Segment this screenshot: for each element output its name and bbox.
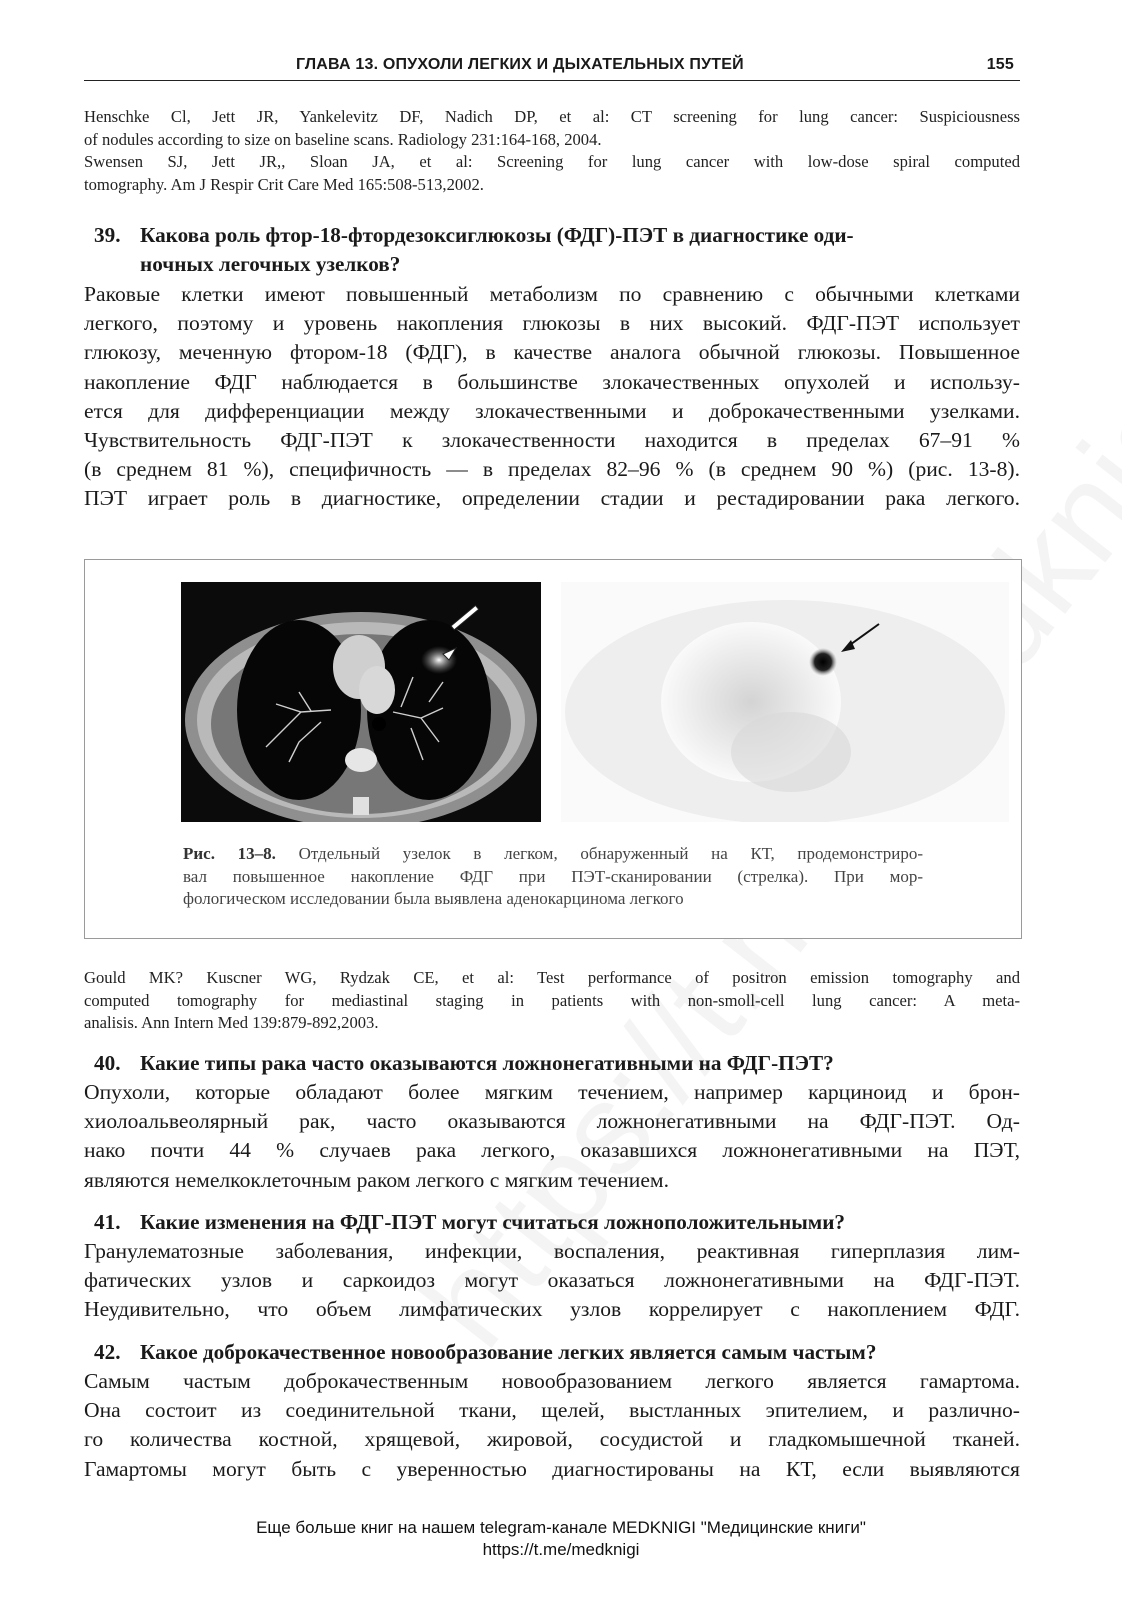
- pet-scan-image: [561, 582, 1009, 822]
- page-number: 155: [986, 56, 1014, 73]
- reference-line: computed tomography for mediastinal staging in patients with non-smoll-cell lung cancer: A meta-: [84, 990, 1020, 1010]
- text-line: го количества костной, хрящевой, жировой, сосудистой и гладкомышечной тканей.: [84, 1427, 1020, 1452]
- question-40-heading: [94, 1049, 1022, 1078]
- answer-42: [84, 1367, 1020, 1484]
- caption-text: Отдельный узелок в легком, обнаруженный на КТ, продемонстриро-: [298, 844, 923, 863]
- text-line: глюкозу, меченную фтором-18 (ФДГ), в качестве аналога обычной глюкозы. Повышенное: [84, 340, 1020, 365]
- ct-scan-image: [181, 582, 541, 822]
- reference-line: of nodules according to size on baseline scans. Radiology 231:164-168, 2004.: [84, 129, 602, 149]
- references-top: [84, 106, 1020, 196]
- chapter-title: ГЛАВА 13. ОПУХОЛИ ЛЕГКИХ И ДЫХАТЕЛЬНЫХ ПУТЕЙ: [296, 56, 744, 73]
- text-line: Самым частым доброкачественным новообразованием легкого является гамартома.: [84, 1369, 1020, 1393]
- question-39-heading: [94, 221, 1022, 279]
- text-line: Опухоли, которые обладают более мягким течением, например карциноид и брон-: [84, 1080, 1020, 1104]
- text-line: хиолоальвеолярный рак, часто оказываются ложнонегативными на ФДГ-ПЭТ. Од-: [84, 1109, 1020, 1134]
- text-line: нако почти 44 % случаев рака легкого, оказавшихся ложнонегативными на ПЭТ,: [84, 1138, 1020, 1163]
- question-title: Какие типы рака часто оказываются ложнонегативными на ФДГ-ПЭТ?: [140, 1051, 834, 1075]
- footer-promo: Еще больше книг на нашем telegram-канале MEDKNIGI "Медицинские книги": [256, 1518, 866, 1537]
- question-title-cont: ночных легочных узелков?: [140, 252, 401, 276]
- caption-line: фологическом исследовании была выявлена аденокарцинома легкого: [183, 889, 684, 908]
- reference-line: Henschke Cl, Jett JR, Yankelevitz DF, Nadich DP, et al: CT screening for lung cancer: Suspiciousness: [84, 107, 1020, 126]
- reference-line: Gould MK? Kuscner WG, Rydzak CE, et al: Test performance of positron emission tomography and: [84, 968, 1020, 987]
- question-title: Какова роль фтор-18-фтордезоксиглюкозы (ФДГ)-ПЭТ в диагностике оди-: [140, 223, 854, 247]
- question-number: 42.: [94, 1340, 121, 1364]
- text-line: Чувствительность ФДГ-ПЭТ к злокачественности находится в пределах 67–91 %: [84, 428, 1020, 453]
- text-line: (в среднем 81 %), специфичность — в пределах 82–96 % (в среднем 90 %) (рис. 13-8).: [84, 457, 1020, 482]
- reference-line: Swensen SJ, Jett JR,, Sloan JA, et al: Screening for lung cancer with low-dose spiral computed: [84, 152, 1020, 171]
- text-line: накопление ФДГ наблюдается в большинстве злокачественных опухолей и использу-: [84, 369, 1020, 394]
- text-line: являются немелкоклеточным раком легкого с мягким течением.: [84, 1167, 669, 1192]
- text-line: Гамартомы могут быть с уверенностью диагностированы на КТ, если выявляются: [84, 1456, 1020, 1481]
- running-header: [84, 54, 1020, 81]
- question-number: 41.: [94, 1210, 121, 1234]
- question-number: 39.: [94, 223, 121, 247]
- question-title: Какое доброкачественное новообразование легких является самым частым?: [140, 1340, 877, 1364]
- text-line: ПЭТ играет роль в диагностике, определении стадии и рестадировании рака легкого.: [84, 486, 1020, 511]
- text-line: Неудивительно, что объем лимфатических узлов коррелирует с накоплением ФДГ.: [84, 1297, 1020, 1322]
- figure-label: Рис. 13–8.: [183, 844, 276, 863]
- answer-40: [84, 1078, 1020, 1195]
- page-footer: [0, 1517, 1122, 1561]
- reference-line: tomography. Am J Respir Crit Care Med 165:508-513,2002.: [84, 174, 484, 194]
- answer-41: [84, 1237, 1020, 1325]
- footer-link[interactable]: https://t.me/medknigi: [482, 1540, 640, 1559]
- text-line: Она состоит из соединительной ткани, щелей, выстланных эпителием, и различно-: [84, 1398, 1020, 1423]
- text-line: легкого, поэтому и уровень накопления глюкозы в них высокий. ФДГ-ПЭТ использует: [84, 311, 1020, 336]
- question-42-heading: [94, 1338, 1022, 1367]
- figure-13-8: [84, 559, 1022, 939]
- text-line: ется для дифференциации между злокачественными и доброкачественными узелками.: [84, 398, 1020, 423]
- reference-line: analisis. Ann Intern Med 139:879-892,2003.: [84, 1013, 379, 1032]
- reference-gould: [84, 967, 1020, 1035]
- caption-line: вал повышенное накопление ФДГ при ПЭТ-сканировании (стрелка). При мор-: [183, 866, 923, 886]
- question-41-heading: [94, 1208, 1022, 1237]
- figure-caption: [183, 843, 923, 911]
- question-title: Какие изменения на ФДГ-ПЭТ могут считаться ложноположительными?: [140, 1210, 845, 1234]
- question-number: 40.: [94, 1051, 121, 1075]
- text-line: Раковые клетки имеют повышенный метаболизм по сравнению с обычными клетками: [84, 282, 1020, 306]
- text-line: фатических узлов и саркоидоз могут оказаться ложнонегативными на ФДГ-ПЭТ.: [84, 1268, 1020, 1293]
- answer-39: [84, 280, 1020, 514]
- text-line: Гранулематозные заболевания, инфекции, воспаления, реактивная гиперплазия лим-: [84, 1239, 1020, 1263]
